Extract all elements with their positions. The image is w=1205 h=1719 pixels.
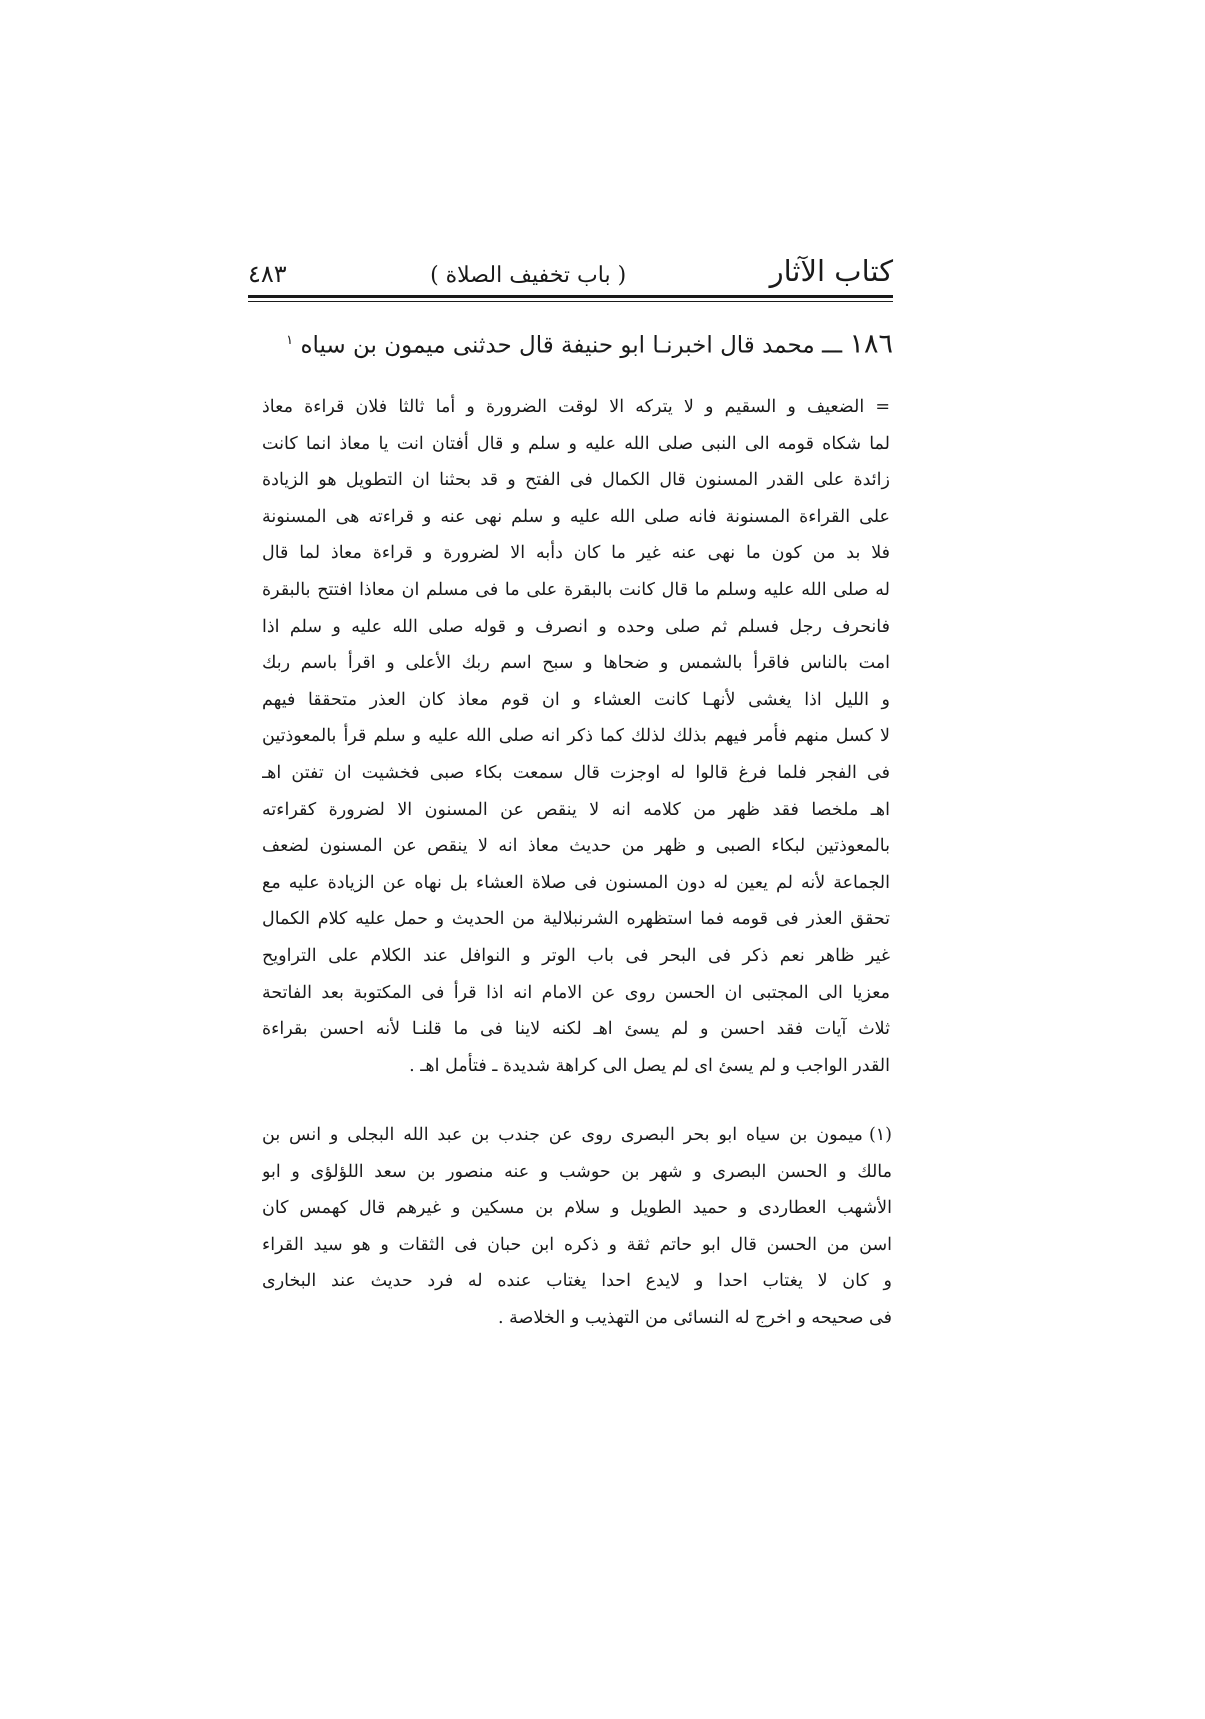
footnote-text: ميمون بن سياه ابو بحر البصرى روى عن جندب بن عبد الله البجلى و انس بن <box>262 1125 863 1145</box>
commentary-line: له صلى الله عليه وسلم ما قال كانت بالبقرة على ما فى مسلم ان معاذا افتتح بالبقرة <box>262 579 890 600</box>
commentary-block <box>262 389 890 1084</box>
hadith-number: ١٨٦ <box>849 328 893 360</box>
commentary-line: الجماعة لأنه لم يعين له دون المسنون فى صلاة العشاء بل نهاه عن الزيادة عليه مع <box>262 872 890 893</box>
commentary-line: معزيا الى المجتبى ان الحسن روى عن الامام انه اذا قرأ فى المكتوبة بعد الفاتحة <box>262 982 890 1003</box>
hadith-text: ـــ محمد قال اخبرنـا ابو حنيفة قال حدثنى ميمون بن سياه <box>300 332 843 359</box>
page-number: ٤٨٣ <box>248 260 287 288</box>
commentary-line: لا كسل منهم فأمر فيهم بذلك لذلك كما ذكر انه صلى الله عليه و سلم قرأ بالمعوذتين <box>262 726 890 747</box>
footnote-line: مالك و الحسن البصرى و شهر بن حوشب و عنه منصور بن سعد اللؤلؤى و ابو <box>262 1161 892 1182</box>
hadith-line <box>248 318 893 364</box>
footnote-block <box>262 1117 892 1337</box>
commentary-line: فلا بد من كون ما نهى عنه غير ما كان دأبه الا لضرورة و قراءة معاذ لما قال <box>262 543 890 564</box>
commentary-line: زائدة على القدر المسنون قال الكمال فى الفتح و قد بحثنا ان التطويل هو الزيادة <box>262 470 890 491</box>
footnote-line: الأشهب العطاردى و حميد الطويل و سلام بن مسكين و غيرهم قال كهمس كان <box>262 1198 892 1219</box>
commentary-line: امت بالناس فاقرأ بالشمس و ضحاها و سبح اسم ربك الأعلى و اقرأ باسم ربك <box>262 653 890 674</box>
header-rule-thick <box>248 295 893 298</box>
commentary-line: لما شكاه قومه الى النبى صلى الله عليه و سلم و قال أفتان انت يا معاذ انما كانت <box>262 433 890 454</box>
footnote-line: و كان لا يغتاب احدا و لايدع احدا يغتاب عنده له فرد حديث عند البخارى <box>262 1271 892 1292</box>
running-header <box>248 246 893 288</box>
commentary-line: فى الفجر فلما فرغ قالوا له اوجزت قال سمعت بكاء صبى فخشيت ان تفتن اهـ <box>262 762 890 783</box>
commentary-line: فانحرف رجل فسلم ثم صلى وحده و انصرف و قوله صلى الله عليه و سلم اذا <box>262 616 890 637</box>
chapter-title: ( باب تخفيف الصلاة ) <box>430 263 627 288</box>
commentary-line: تحقق العذر فى قومه فما استظهره الشرنبلالية من الحديث و حمل عليه كلام الكمال <box>262 909 890 930</box>
commentary-line: بالمعوذتين لبكاء الصبى و ظهر من حديث معاذ انه لا ينقص عن المسنون لضعف <box>262 836 890 857</box>
footnote-reference: ١ <box>286 333 294 348</box>
commentary-line: و الليل اذا يغشى لأنهـا كانت العشاء و ان قوم معاذ كان العذر متحققا فيهم <box>262 689 890 710</box>
commentary-line: القدر الواجب و لم يسئ اى لم يصل الى كراهة شديدة ـ فتأمل اهـ . <box>409 1055 890 1076</box>
commentary-line: على القراءة المسنونة فانه صلى الله عليه و سلم نهى عنه و قراءته هى المسنونة <box>262 506 890 527</box>
commentary-line: ثلاث آيات فقد احسن و لم يسئ اهـ لكنه لاينا فى ما قلنـا لأنه احسن بقراءة <box>262 1019 890 1040</box>
commentary-line: اهـ ملخصا فقد ظهر من كلامه انه لا ينقص عن المسنون الا لضرورة كقراءته <box>262 799 890 820</box>
footnote-line <box>262 1117 892 1154</box>
commentary-line: = الضعيف و السقيم و لا يتركه الا لوقت الضرورة و أما ثالثا فلان قراءة معاذ <box>262 397 890 417</box>
commentary-line: غير ظاهر نعم ذكر فى البحر فى باب الوتر و النوافل عند الكلام على التراويح <box>262 945 890 966</box>
book-title: كتاب الآثار <box>769 254 893 288</box>
header-rule-thin <box>248 301 893 302</box>
footnote-marker: (١) <box>868 1125 892 1145</box>
footnote-line: اسن من الحسن قال ابو حاتم ثقة و ذكره ابن حبان فى الثقات و هو سيد القراء <box>262 1234 892 1255</box>
footnote-line: فى صحيحه و اخرج له النسائى من التهذيب و الخلاصة . <box>497 1307 892 1328</box>
